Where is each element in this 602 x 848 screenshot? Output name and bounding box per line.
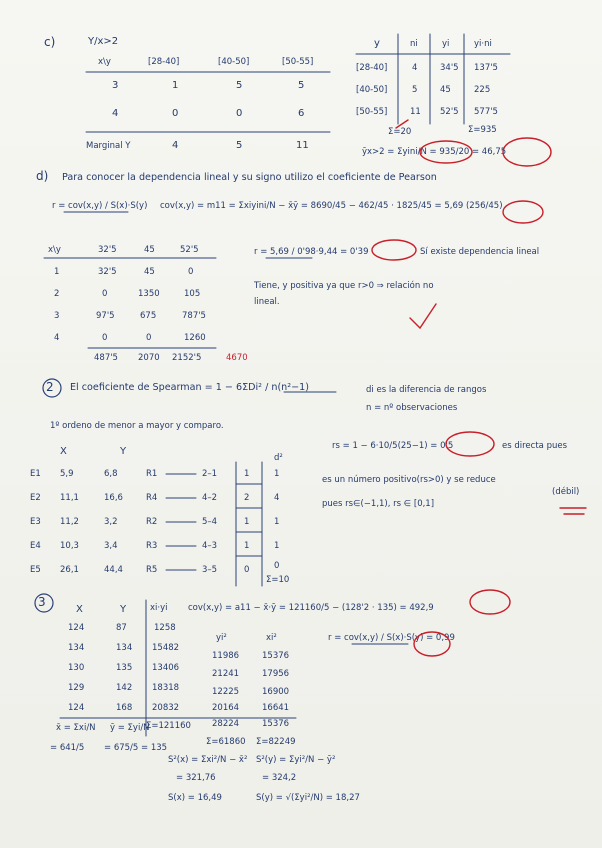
mean-correction-circle [503, 138, 551, 166]
part-3-col-y2: yi² [216, 633, 227, 643]
spearman-row3-label: E3 [30, 517, 41, 527]
part-d-r2-c3: 105 [184, 289, 201, 299]
side-table-sum-total: Σ=935 [468, 125, 497, 135]
regression-x-1: 124 [68, 623, 85, 633]
part-c-header-2: [40-50] [218, 57, 250, 67]
regression-y-mean-2: = 675/5 = 135 [104, 743, 168, 753]
part-3-col-x: X [76, 604, 83, 615]
regression-xy-4: 18318 [152, 683, 180, 693]
part-d-r4-c1: 0 [102, 333, 108, 343]
side-table-header-yi: yi [442, 39, 450, 49]
spearman-rs-note-3: pues rs∈(−1,1), rs ∈ [0,1] [322, 499, 435, 509]
spearman-row2-x: 11,1 [60, 493, 79, 503]
regression-y-5: 168 [116, 703, 133, 713]
part-d-table-h1: 32'5 [98, 245, 117, 255]
part-3-col-y: Y [120, 604, 127, 615]
spearman-row3-y: 3,2 [104, 517, 118, 527]
regression-y-2: 134 [116, 643, 133, 653]
part-2-col-y: Y [120, 446, 127, 457]
spearman-row2-d: 2 [244, 493, 250, 503]
part-3-number: 3 [38, 595, 46, 609]
spearman-row1-d: 1 [244, 469, 250, 479]
part-d-r3-c1: 97'5 [96, 311, 115, 321]
part-d-intro: Para conocer la dependencia lineal y su signo utilizo el coeficiente de Pearson [62, 172, 437, 183]
part-c-row2-c2: 0 [236, 108, 243, 119]
side-table-r3-ni: 11 [410, 107, 421, 117]
part-c-row1-c1: 1 [172, 80, 179, 91]
part-d-sign-note-1: Tiene, y positiva ya que r>0 ⇒ relación no [254, 281, 434, 291]
spearman-row4-x: 10,3 [60, 541, 79, 551]
regression-sy2-val: = 324,2 [262, 773, 297, 783]
regression-x-mean-1: x̄ = Σxi/N [56, 723, 96, 733]
spearman-row3-rank: R2 [146, 517, 158, 527]
side-table-r2-yi: 45 [440, 85, 451, 95]
regression-y2-5: 28224 [212, 719, 240, 729]
spearman-row1-label: E1 [30, 469, 41, 479]
part-d-total-c3: 2152'5 [172, 353, 202, 363]
regression-cov-circle [470, 590, 510, 614]
part-d-table-corner: x\y [48, 245, 61, 255]
part-c-marginal-1: 4 [172, 140, 179, 151]
spearman-row3-pair: 5–4 [202, 517, 218, 527]
part-d-r1-c1: 32'5 [98, 267, 117, 277]
part-d-total-sum: 4670 [226, 353, 248, 363]
spearman-row3-d: 1 [244, 517, 250, 527]
regression-x-3: 130 [68, 663, 85, 673]
regression-x-2: 134 [68, 643, 85, 653]
regression-sy2: S²(y) = Σyi²/N − ȳ² [256, 755, 336, 765]
part-c-row2-c1: 0 [172, 108, 179, 119]
side-table-r3-yi: 52'5 [440, 107, 459, 117]
part-c-row2-x: 4 [112, 108, 119, 119]
spearman-rs-note-2: es un número positivo(rs>0) y se reduce [322, 475, 496, 485]
regression-x2-1: 15376 [262, 651, 290, 661]
spearman-row5-d2: 0 [274, 561, 280, 571]
spearman-row4-pair: 4–3 [202, 541, 218, 551]
regression-y2-2: 21241 [212, 669, 240, 679]
spearman-row4-d2: 1 [274, 541, 280, 551]
part-c-row1-c3: 5 [298, 80, 305, 91]
part-c-row2-c3: 6 [298, 108, 305, 119]
spearman-row2-rank: R4 [146, 493, 158, 503]
part-3-cov-formula: cov(x,y) = a11 − x̄·ȳ = 121160/5 − (128'2 · 135) = 492,9 [188, 603, 434, 613]
part-c-condition: Y/x>2 [88, 36, 119, 47]
part-d-r1-x: 1 [54, 267, 60, 277]
part-2-intro: El coeficiente de Spearman = 1 − 6ΣDi² / n(n²−1) [70, 382, 309, 393]
regression-xy-sum: Σ=121160 [146, 721, 191, 731]
part-c-row1-c2: 5 [236, 80, 243, 91]
part-d-r2-x: 2 [54, 289, 60, 299]
regression-sy: S(y) = √(Σyi²/N) = 18,27 [256, 793, 360, 803]
regression-sx2-val: = 321,76 [176, 773, 216, 783]
part-c-marginal-label: Marginal Y [86, 141, 131, 151]
part-d-r-note: Sí existe dependencia lineal [420, 247, 540, 257]
regression-x2-4: 16641 [262, 703, 290, 713]
spearman-row3-x: 11,2 [60, 517, 79, 527]
side-table-r3-yini: 577'5 [474, 107, 498, 117]
spearman-row2-label: E2 [30, 493, 41, 503]
part-d-r4-x: 4 [54, 333, 60, 343]
regression-y-mean-1: ȳ = Σyi/N [110, 723, 150, 733]
spearman-row4-label: E4 [30, 541, 41, 551]
regression-y2-4: 20164 [212, 703, 240, 713]
regression-sx2: S²(x) = Σxi²/N − x̄² [168, 755, 248, 765]
side-table-r2-yini: 225 [474, 85, 491, 95]
spearman-row5-x: 26,1 [60, 565, 79, 575]
regression-y-1: 87 [116, 623, 127, 633]
part-2-legend-2: n = nº observaciones [366, 403, 458, 413]
spearman-sum-d2: Σ=10 [266, 575, 290, 585]
part-c-row1-x: 3 [112, 80, 119, 91]
regression-xy-2: 15482 [152, 643, 180, 653]
part-c-marginal-2: 5 [236, 140, 243, 151]
part-d-r2-c2: 1350 [138, 289, 160, 299]
regression-y-4: 142 [116, 683, 133, 693]
regression-x-5: 124 [68, 703, 85, 713]
part-2-d2-header: d² [274, 453, 283, 463]
spearman-row5-label: E5 [30, 565, 41, 575]
pearson-r-circle [372, 240, 416, 260]
spearman-row5-pair: 3–5 [202, 565, 218, 575]
checkmark-icon [410, 304, 436, 328]
part-d-r3-x: 3 [54, 311, 60, 321]
part-c-marginal-3: 11 [296, 140, 309, 151]
part-c-header-1: [28-40] [148, 57, 180, 67]
part-d-label: d) [36, 169, 49, 183]
spearman-row4-y: 3,4 [104, 541, 118, 551]
part-d-r2-c1: 0 [102, 289, 108, 299]
part-3-r-formula: r = cov(x,y) / S(x)·S(y) = 0,99 [328, 633, 455, 643]
side-table-r1-yini: 137'5 [474, 63, 498, 73]
regression-y2-3: 12225 [212, 687, 240, 697]
regression-x2-3: 16900 [262, 687, 290, 697]
spearman-row5-d: 0 [244, 565, 250, 575]
spearman-row1-rank: R1 [146, 469, 158, 479]
side-table-r2-ni: 5 [412, 85, 418, 95]
side-table-n-total: Σ=20 [388, 127, 412, 137]
spearman-rs-note-1: es directa pues [502, 441, 568, 451]
part-d-r1-c3: 0 [188, 267, 194, 277]
regression-y2-sum: Σ=61860 [206, 737, 246, 747]
regression-x2-5: 15376 [262, 719, 290, 729]
cov-correction-circle [503, 201, 543, 223]
part-c-header-3: [50-55] [282, 57, 314, 67]
spearman-row1-y: 6,8 [104, 469, 118, 479]
side-table-r1-yi: 34'5 [440, 63, 459, 73]
spearman-row4-rank: R3 [146, 541, 158, 551]
side-table-header-ni: ni [410, 39, 418, 49]
part-3-col-xy: xi·yi [150, 603, 168, 613]
part-d-total-c2: 2070 [138, 353, 160, 363]
regression-x-mean-2: = 641/5 [50, 743, 85, 753]
part-d-r-formula: r = cov(x,y) / S(x)·S(y) [52, 201, 148, 211]
part-3-col-x2: xi² [266, 633, 277, 643]
part-2-col-x: X [60, 446, 67, 457]
part-d-cov-formula: cov(x,y) = m11 = Σxiyini/N − x̄ȳ = 8690/45 − 462/45 · 1825/45 = 5,69 (256/45) [160, 201, 503, 211]
spearman-row2-pair: 4–2 [202, 493, 218, 503]
spearman-rs-formula: rs = 1 − 6·10/5(25−1) = 0'5 [332, 441, 454, 451]
side-table-r1-y: [28-40] [356, 63, 388, 73]
part-d-r4-c2: 0 [146, 333, 152, 343]
spearman-rs-note-4: (débil) [552, 487, 580, 497]
part-d-r1-c2: 45 [144, 267, 155, 277]
regression-xy-5: 20832 [152, 703, 180, 713]
part-d-table-h2: 45 [144, 245, 155, 255]
part-d-sign-note-2: lineal. [254, 297, 280, 307]
regression-y-3: 135 [116, 663, 133, 673]
spearman-row5-y: 44,4 [104, 565, 123, 575]
regression-xy-1: 1258 [154, 623, 176, 633]
part-d-r3-c2: 675 [140, 311, 157, 321]
part-2-sort-note: 1º ordeno de menor a mayor y comparo. [50, 421, 224, 431]
side-table-r1-ni: 4 [412, 63, 418, 73]
part-d-table-h3: 52'5 [180, 245, 199, 255]
part-d-r-result: r = 5,69 / 0'98·9,44 = 0'39 [254, 247, 369, 257]
spearman-row3-d2: 1 [274, 517, 280, 527]
part-2-legend-1: di es la diferencia de rangos [366, 385, 487, 395]
part-d-total-c1: 487'5 [94, 353, 118, 363]
spearman-row2-y: 16,6 [104, 493, 123, 503]
regression-x2-2: 17956 [262, 669, 290, 679]
side-table-r3-y: [50-55] [356, 107, 388, 117]
spearman-row1-pair: 2–1 [202, 469, 218, 479]
regression-xy-3: 13406 [152, 663, 180, 673]
part-c-header-corner: x\y [98, 57, 111, 67]
spearman-row1-x: 5,9 [60, 469, 74, 479]
part-c-label: c) [44, 35, 56, 49]
part-2-number: 2 [46, 380, 54, 394]
spearman-row2-d2: 4 [274, 493, 280, 503]
side-table-r2-y: [40-50] [356, 85, 388, 95]
side-table-mean: ȳx>2 = Σyini/N = 935/20 = 46,75 [362, 147, 507, 157]
side-table-header-yini: yi·ni [474, 39, 492, 49]
part-d-r4-c3: 1260 [184, 333, 206, 343]
side-table-header-y: y [374, 38, 380, 49]
spearman-row4-d: 1 [244, 541, 250, 551]
spearman-row5-rank: R5 [146, 565, 158, 575]
part-d-r3-c3: 787'5 [182, 311, 206, 321]
spearman-row1-d2: 1 [274, 469, 280, 479]
regression-sx: S(x) = 16,49 [168, 793, 222, 803]
regression-x-4: 129 [68, 683, 85, 693]
regression-y2-1: 11986 [212, 651, 240, 661]
regression-x2-sum: Σ=82249 [256, 737, 296, 747]
